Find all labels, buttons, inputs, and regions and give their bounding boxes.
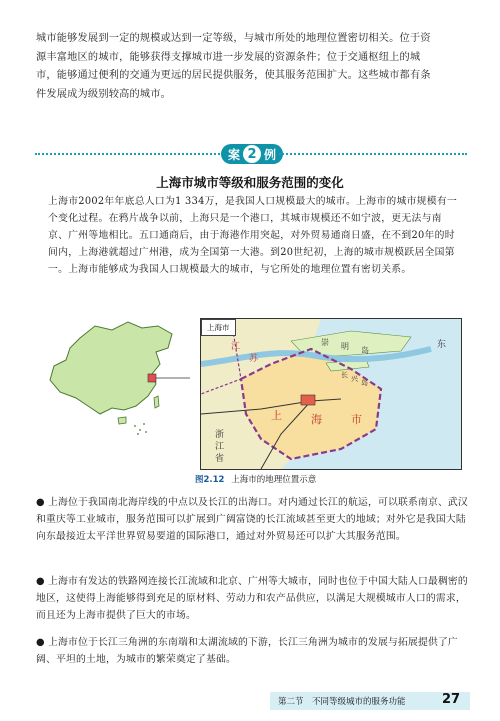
map-label: 江 — [215, 442, 225, 452]
map-label: 苏 — [249, 354, 259, 364]
map-label: 崇 — [321, 338, 329, 347]
intro-paragraph: 城市能够发展到一定的规模或达到一定等级，与城市所处的地理位置密切相关。位于资源丰富地区的城市，能够获得支撑城市进一步发展的资源条件；位于交通枢纽上的城市，能够通过便利的交通为更远的居民提供服务，使其服务范围扩大。这些城市都有条件发展成为级别较高的城市。 — [36, 33, 431, 100]
bullet-text: 上海位于我国南北海岸线的中点以及长江的出海口。对内通过长江的航运，可以联系南京、武汉和重庆等工业城市，服务范围可以扩展到广阔富饶的长江流域甚至更大的地域；对外它是我国大陆向东最接近太平洋世界贸易要道的国际港口，通过对外贸易还可以扩大其服务范围。 — [36, 497, 468, 542]
shanghai-map-svg — [201, 319, 461, 469]
map-label: 江 — [231, 342, 241, 352]
case-badge-number: 2 — [243, 145, 261, 163]
map-label: 上 — [271, 409, 282, 422]
map-label: 长 — [341, 371, 348, 379]
shanghai-highlight — [148, 374, 156, 382]
hainan-island — [118, 417, 126, 424]
case-divider — [35, 144, 467, 164]
case-badge — [221, 144, 283, 164]
bullet-item: ● 上海位于我国南北海岸线的中点以及长江的出海口。对内通过长江的航运，可以联系南京、武汉和重庆等工业城市，服务范围可以扩展到广阔富饶的长江流域甚至更大的地域；对外它是我国大陆向东最接近太平洋世界贸易要道的国际港口，通过对外贸易还可以扩大其服务范围。 — [36, 497, 468, 542]
map-label: 市 — [351, 413, 362, 426]
divider-dots-left — [35, 153, 223, 155]
south-sea-islands — [134, 423, 147, 435]
case-title: 上海市城市等级和服务范围的变化 — [156, 175, 344, 190]
map-label: 岛 — [361, 379, 368, 387]
china-outline — [50, 322, 172, 414]
map-label: 浙 — [215, 430, 225, 440]
inset-title: 上海市 — [201, 319, 236, 336]
figure-caption — [195, 473, 316, 485]
bullet-item: ● 上海市位于长江三角洲的东南端和太湖流域的下游，长江三角洲为城市的发展与拓展提供了广阔、平坦的土地，为城市的繁荣奠定了基础。 — [36, 637, 458, 665]
bullet-text: 上海市有发达的铁路网连接长江流域和北京、广州等大城市，同时也位于中国大陆人口最稠密的地区，这使得上海能够得到充足的原材料、劳动力和农产品供应，以满足大规模城市人口的需求，而且还为上海市提供了巨大的市场。 — [36, 576, 468, 621]
city-center-marker — [301, 395, 315, 405]
map-label: 省 — [215, 454, 225, 464]
divider-dots-right — [279, 153, 467, 155]
figure-caption-text: 上海市的地理位置示意 — [231, 475, 317, 485]
map-label: 明 — [341, 342, 349, 351]
china-overview-map — [40, 318, 190, 438]
footer-section-title: 第二节 不同等级城市的服务功能 — [278, 697, 406, 707]
bullet-text: 上海市位于长江三角洲的东南端和太湖流域的下游，长江三角洲为城市的发展与拓展提供了广阔、平坦的土地，为城市的繁荣奠定了基础。 — [36, 637, 458, 665]
page-footer — [270, 692, 500, 710]
map-label: 海 — [311, 413, 322, 426]
shanghai-detail-map — [200, 318, 462, 470]
case-badge-suffix: 例 — [264, 147, 277, 162]
map-label: 兴 — [351, 375, 358, 383]
map-label: 东 — [437, 340, 447, 350]
taiwan-island — [154, 396, 159, 408]
figure-number: 图2.12 — [195, 475, 225, 485]
case-badge-prefix: 案 — [227, 147, 240, 162]
case-paragraph: 上海市2002年年底总人口为1 334万，是我国人口规模最大的城市。上海市的城市规模有一个变化过程。在鸦片战争以前，上海只是一个港口，其城市规模还不如宁波，更无法与南京、广州等地相比。五口通商后，由于海港作用突起，对外贸易通商日盛，在不到20年的时间内，上海港就超过广州港，成为全国第一大港。到20世纪初，上海的城市规模跃居全国第一。上海市能够成为我国人口规模最大的城市，与它所处的地理位置有密切关系。 — [48, 196, 458, 275]
map-label: 岛 — [361, 346, 369, 355]
page-number: 27 — [442, 692, 461, 707]
bullet-item: ● 上海市有发达的铁路网连接长江流域和北京、广州等大城市，同时也位于中国大陆人口最稠密的地区，这使得上海能够得到充足的原材料、劳动力和农产品供应，以满足大规模城市人口的需求，而且还为上海市提供了巨大的市场。 — [36, 576, 468, 621]
